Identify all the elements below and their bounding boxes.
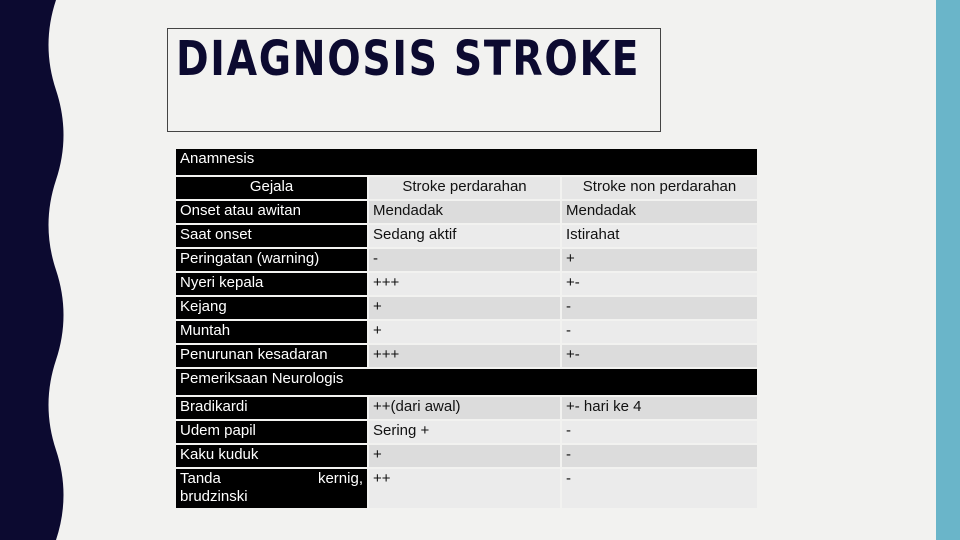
symptom-word: kernig,	[317, 470, 363, 487]
non-perdarahan-cell: +-	[562, 273, 757, 295]
table-row	[176, 297, 757, 319]
symptom-line-2: brudzinski	[180, 488, 248, 505]
right-accent-band	[936, 0, 960, 540]
table-row	[176, 249, 757, 271]
header-gejala: Gejala	[176, 177, 367, 199]
table-row	[176, 445, 757, 467]
section-label: Anamnesis	[176, 149, 757, 175]
symptom-cell: Onset atau awitan	[176, 201, 367, 223]
symptom-cell: Bradikardi	[176, 397, 367, 419]
table-row	[176, 201, 757, 223]
perdarahan-cell: +++	[369, 273, 560, 295]
symptom-cell: Penurunan kesadaran	[176, 345, 367, 367]
symptom-cell: Saat onset	[176, 225, 367, 247]
symptom-word: Tanda	[180, 470, 221, 487]
perdarahan-cell: +	[369, 297, 560, 319]
section-row-pemeriksaan	[176, 369, 757, 395]
symptom-cell: Kaku kuduk	[176, 445, 367, 467]
perdarahan-cell: Sering +	[369, 421, 560, 443]
symptom-cell: Kejang	[176, 297, 367, 319]
symptom-cell: Nyeri kepala	[176, 273, 367, 295]
non-perdarahan-cell: -	[562, 421, 757, 443]
symptom-cell: Udem papil	[176, 421, 367, 443]
non-perdarahan-cell: -	[562, 445, 757, 467]
section-label: Pemeriksaan Neurologis	[176, 369, 757, 395]
table-row	[176, 273, 757, 295]
header-stroke-non-perdarahan: Stroke non perdarahan	[562, 177, 757, 199]
left-decorative-band	[0, 0, 70, 540]
diagnosis-table	[174, 147, 759, 510]
perdarahan-cell: +++	[369, 345, 560, 367]
header-stroke-perdarahan: Stroke perdarahan	[369, 177, 560, 199]
perdarahan-cell: ++	[369, 469, 560, 508]
symptom-cell	[176, 469, 367, 508]
symptom-cell: Muntah	[176, 321, 367, 343]
perdarahan-cell: Mendadak	[369, 201, 560, 223]
non-perdarahan-cell: +-	[562, 345, 757, 367]
non-perdarahan-cell: -	[562, 297, 757, 319]
table-row	[176, 397, 757, 419]
perdarahan-cell: Sedang aktif	[369, 225, 560, 247]
table-row	[176, 225, 757, 247]
non-perdarahan-cell: +- hari ke 4	[562, 397, 757, 419]
table-row	[176, 469, 757, 508]
page-title: DIAGNOSIS STROKE	[176, 31, 641, 87]
perdarahan-cell: +	[369, 321, 560, 343]
table-row	[176, 421, 757, 443]
symptom-cell: Peringatan (warning)	[176, 249, 367, 271]
table-row	[176, 345, 757, 367]
symptom-line-1	[180, 470, 363, 488]
title-box	[167, 28, 661, 132]
section-row-anamnesis	[176, 149, 757, 175]
non-perdarahan-cell: -	[562, 469, 757, 508]
non-perdarahan-cell: Mendadak	[562, 201, 757, 223]
non-perdarahan-cell: -	[562, 321, 757, 343]
non-perdarahan-cell: +	[562, 249, 757, 271]
header-row	[176, 177, 757, 199]
perdarahan-cell: ++(dari awal)	[369, 397, 560, 419]
perdarahan-cell: +	[369, 445, 560, 467]
perdarahan-cell: -	[369, 249, 560, 271]
non-perdarahan-cell: Istirahat	[562, 225, 757, 247]
table-row	[176, 321, 757, 343]
